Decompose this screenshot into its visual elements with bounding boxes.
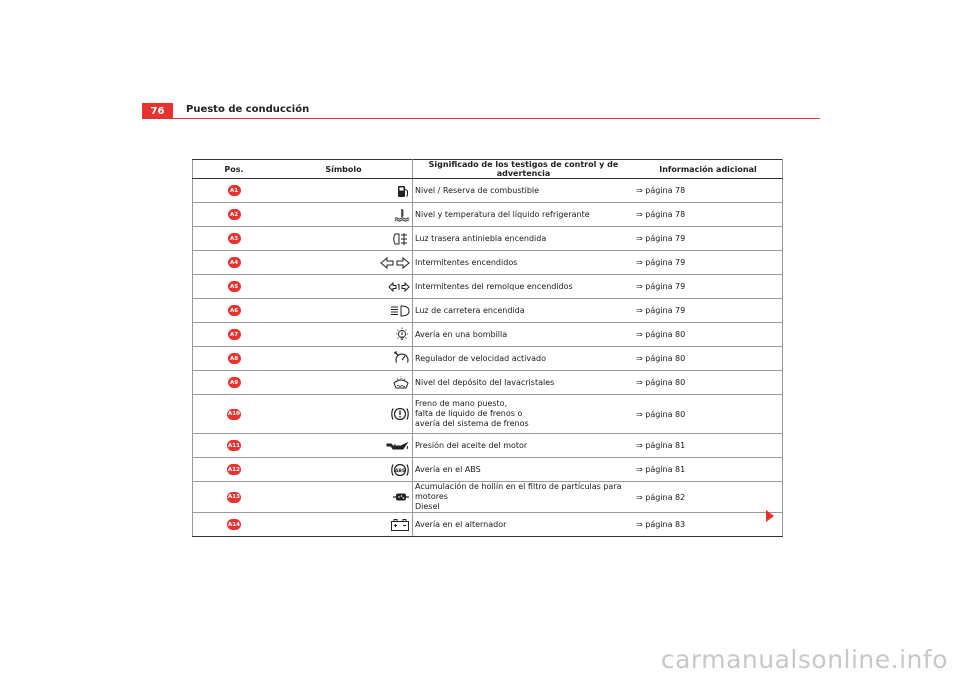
page-reference-link[interactable]: ⇒ página 81 — [634, 458, 783, 482]
position-cell — [193, 299, 276, 323]
position-badge: A8 — [228, 353, 241, 364]
position-cell — [193, 203, 276, 227]
table-row — [193, 513, 783, 537]
page-reference-link[interactable]: ⇒ página 79 — [634, 227, 783, 251]
table-row — [193, 458, 783, 482]
page-reference-link[interactable]: ⇒ página 81 — [634, 434, 783, 458]
oil-pressure-icon — [386, 441, 410, 450]
meaning-text: avería del sistema de frenos — [415, 419, 529, 428]
battery-icon — [390, 520, 410, 529]
section-title: Puesto de conducción — [186, 104, 310, 115]
watermark: carmanualsonline.info — [660, 645, 948, 674]
header-rule — [142, 118, 820, 119]
table-header-row — [193, 160, 783, 179]
table-row — [193, 275, 783, 299]
meaning-text: Intermitentes encendidos — [415, 257, 518, 267]
position-badge: A6 — [228, 305, 241, 316]
meaning-cell — [413, 275, 635, 299]
meaning-text: falta de líquido de frenos o — [415, 409, 523, 418]
meaning-text: Luz trasera antiniebla encendida — [415, 233, 547, 243]
diesel-particulate-filter-icon — [392, 493, 410, 502]
table-row — [193, 482, 783, 513]
symbol-cell — [275, 458, 413, 482]
position-badge: A13 — [227, 492, 241, 503]
meaning-text: Freno de mano puesto, — [415, 399, 508, 408]
position-cell — [193, 251, 276, 275]
position-cell — [193, 179, 276, 203]
page-reference-link[interactable]: ⇒ página 78 — [634, 203, 783, 227]
symbol-cell — [275, 371, 413, 395]
page-reference-link[interactable]: ⇒ página 80 — [634, 323, 783, 347]
table-row — [193, 203, 783, 227]
table-row — [193, 227, 783, 251]
meaning-text: Diesel — [415, 502, 440, 511]
symbol-cell — [275, 179, 413, 203]
svg-text:ABS: ABS — [394, 468, 406, 474]
meaning-cell — [413, 251, 635, 275]
symbol-cell — [275, 299, 413, 323]
symbol-cell — [275, 227, 413, 251]
meaning-cell — [413, 323, 635, 347]
cruise-control-icon — [394, 354, 410, 363]
page-reference-link[interactable]: ⇒ página 79 — [634, 251, 783, 275]
symbol-cell — [275, 395, 413, 434]
meaning-cell — [413, 482, 635, 513]
meaning-text: Avería en el alternador — [415, 519, 507, 529]
position-badge: A9 — [228, 377, 241, 388]
position-badge: A7 — [228, 329, 241, 340]
position-badge: A11 — [227, 440, 241, 451]
table-row — [193, 371, 783, 395]
table-row — [193, 347, 783, 371]
washer-fluid-icon — [392, 378, 410, 387]
position-badge: A14 — [227, 519, 241, 530]
page-reference-link[interactable]: ⇒ página 80 — [634, 395, 783, 434]
meaning-text: Luz de carretera encendida — [415, 305, 525, 315]
meaning-cell — [413, 203, 635, 227]
position-badge: A10 — [227, 409, 241, 420]
high-beam-icon — [390, 306, 410, 315]
trailer-turn-signal-icon — [388, 282, 410, 291]
meaning-cell — [413, 179, 635, 203]
table-row — [193, 179, 783, 203]
page-reference-link[interactable]: ⇒ página 82 — [634, 482, 783, 513]
fuel-pump-icon — [396, 186, 410, 195]
position-cell — [193, 227, 276, 251]
symbol-cell — [275, 347, 413, 371]
column-header-meaning: Significado de los testigos de control y de advertencia — [413, 160, 635, 179]
table-row — [193, 299, 783, 323]
brake-warning-icon — [390, 410, 410, 419]
meaning-cell — [413, 434, 635, 458]
meaning-text: Nivel / Reserva de combustible — [415, 185, 540, 195]
position-cell — [193, 347, 276, 371]
symbol-cell — [275, 323, 413, 347]
page-reference-link[interactable]: ⇒ página 80 — [634, 347, 783, 371]
meaning-text: Intermitentes del remolque encendidos — [415, 281, 573, 291]
meaning-text: Avería en el ABS — [415, 464, 481, 474]
abs-icon — [390, 465, 410, 474]
column-header-symbol: Símbolo — [275, 160, 413, 179]
meaning-text: Presión del aceite del motor — [415, 440, 528, 450]
page-number: 76 — [142, 103, 173, 119]
table-row — [193, 323, 783, 347]
rear-fog-light-icon — [392, 234, 410, 243]
turn-signals-icon — [380, 258, 410, 267]
position-badge: A12 — [227, 464, 241, 475]
meaning-text: Regulador de velocidad activado — [415, 353, 547, 363]
bulb-failure-icon — [394, 330, 410, 339]
warning-lights-table — [192, 159, 783, 537]
position-cell — [193, 371, 276, 395]
column-header-info: Información adicional — [634, 160, 783, 179]
symbol-cell — [275, 513, 413, 537]
meaning-cell — [413, 458, 635, 482]
table-row — [193, 395, 783, 434]
symbol-cell — [275, 203, 413, 227]
symbol-cell — [275, 434, 413, 458]
meaning-cell — [413, 347, 635, 371]
position-cell — [193, 395, 276, 434]
coolant-temperature-icon — [394, 210, 410, 219]
meaning-text: Avería en una bombilla — [415, 329, 508, 339]
meaning-text: Nivel y temperatura del líquido refrigerante — [415, 209, 590, 219]
position-badge: A4 — [228, 257, 241, 268]
position-badge: A1 — [228, 185, 241, 196]
position-cell — [193, 482, 276, 513]
meaning-cell — [413, 227, 635, 251]
page-reference-link[interactable]: ⇒ página 79 — [634, 299, 783, 323]
position-badge: A5 — [228, 281, 241, 292]
meaning-cell — [413, 513, 635, 537]
symbol-cell — [275, 275, 413, 299]
meaning-text: Nivel del depósito del lavacristales — [415, 377, 555, 387]
next-page-arrow-icon[interactable] — [766, 510, 774, 522]
position-cell — [193, 458, 276, 482]
position-cell — [193, 434, 276, 458]
page-reference-link[interactable]: ⇒ página 80 — [634, 371, 783, 395]
page-reference-link[interactable]: ⇒ página 78 — [634, 179, 783, 203]
position-cell — [193, 513, 276, 537]
page-reference-link[interactable]: ⇒ página 79 — [634, 275, 783, 299]
meaning-cell — [413, 371, 635, 395]
symbol-cell — [275, 482, 413, 513]
meaning-cell — [413, 395, 635, 434]
page-reference-link[interactable]: ⇒ página 83 — [634, 513, 783, 537]
position-badge: A2 — [228, 209, 241, 220]
position-cell — [193, 323, 276, 347]
table-row — [193, 434, 783, 458]
position-cell — [193, 275, 276, 299]
meaning-text: Acumulación de hollín en el filtro de partículas para motores — [415, 482, 622, 501]
table-row — [193, 251, 783, 275]
symbol-cell — [275, 251, 413, 275]
column-header-pos: Pos. — [193, 160, 276, 179]
meaning-cell — [413, 299, 635, 323]
position-badge: A3 — [228, 233, 241, 244]
